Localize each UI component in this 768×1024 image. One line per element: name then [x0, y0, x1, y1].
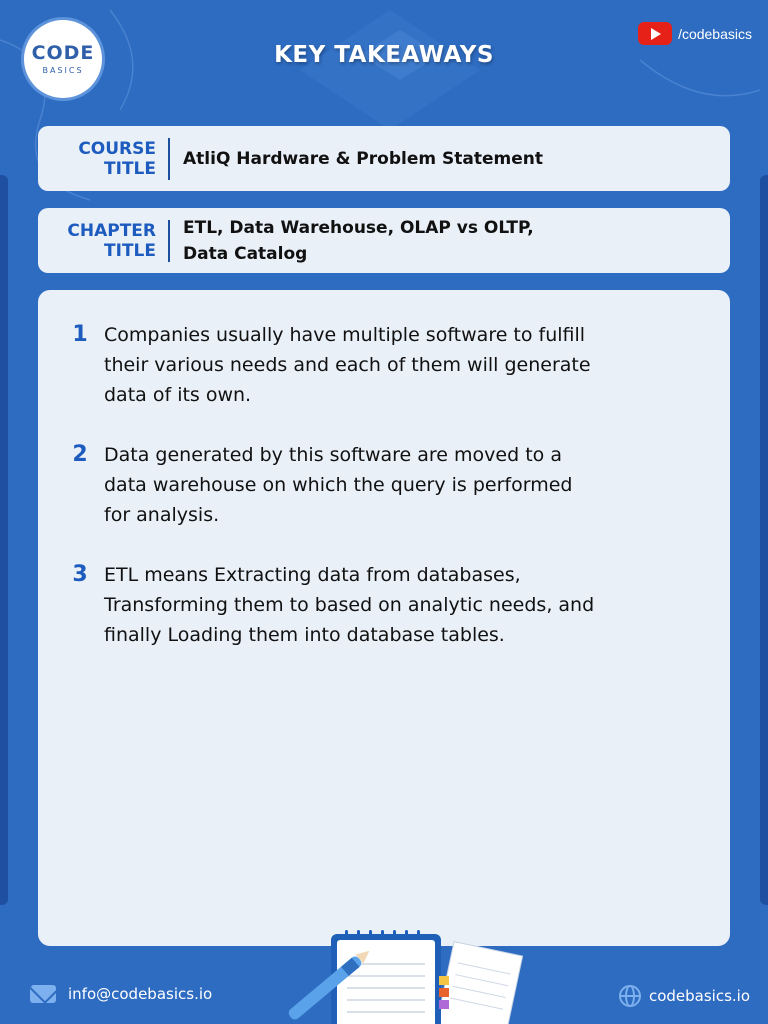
chapter-value-line1: ETL, Data Warehouse, OLAP vs OLTP,: [183, 217, 534, 238]
takeaway-line: data of its own.: [104, 384, 252, 406]
course-label-line1: COURSE: [78, 138, 156, 159]
takeaway-line: finally Loading them into database tables.: [104, 624, 505, 646]
chapter-title-label: [38, 221, 168, 261]
chapter-value-line2: Data Catalog: [183, 243, 308, 264]
chapter-title-value: [170, 215, 534, 267]
takeaway-line: data warehouse on which the query is performed: [104, 474, 573, 496]
right-edge-bar: [760, 175, 768, 905]
takeaway-line: Transforming them to based on analytic needs, and: [104, 594, 595, 616]
takeaway-number: 2: [72, 442, 88, 467]
youtube-icon: [638, 22, 672, 45]
notepad-illustration: [285, 928, 535, 1024]
takeaway-number: 3: [72, 562, 88, 587]
chapter-label-line2: TITLE: [104, 240, 156, 261]
left-edge-bar: [0, 175, 8, 905]
chapter-label-line1: CHAPTER: [67, 220, 156, 241]
takeaway-line: Data generated by this software are moved to a: [104, 444, 562, 466]
globe-icon: [619, 985, 641, 1007]
course-title-card: [38, 126, 730, 191]
chapter-title-card: [38, 208, 730, 273]
takeaway-line: their various needs and each of them will generate: [104, 354, 591, 376]
youtube-link[interactable]: [638, 22, 752, 45]
takeaways-card: [38, 290, 730, 946]
website-text: codebasics.io: [648, 987, 750, 1005]
page-title: KEY TAKEAWAYS: [274, 42, 494, 68]
email-text: info@codebasics.io: [68, 985, 213, 1003]
footer-website[interactable]: [619, 985, 750, 1007]
takeaway-number: 1: [72, 322, 88, 347]
logo-main-text: CODE: [31, 41, 95, 64]
course-label-line2: TITLE: [104, 158, 156, 179]
logo-sub-text: BASICS: [42, 65, 84, 75]
takeaway-line: for analysis.: [104, 504, 220, 526]
course-title-label: [38, 139, 168, 179]
course-title-value: AtliQ Hardware & Problem Statement: [183, 148, 543, 169]
takeaway-line: ETL means Extracting data from databases,: [104, 564, 521, 586]
mail-icon: [30, 985, 56, 1003]
youtube-handle: /codebasics: [678, 25, 752, 42]
footer-email[interactable]: [30, 985, 212, 1003]
takeaway-line: Companies usually have multiple software to fulfill: [104, 324, 586, 346]
